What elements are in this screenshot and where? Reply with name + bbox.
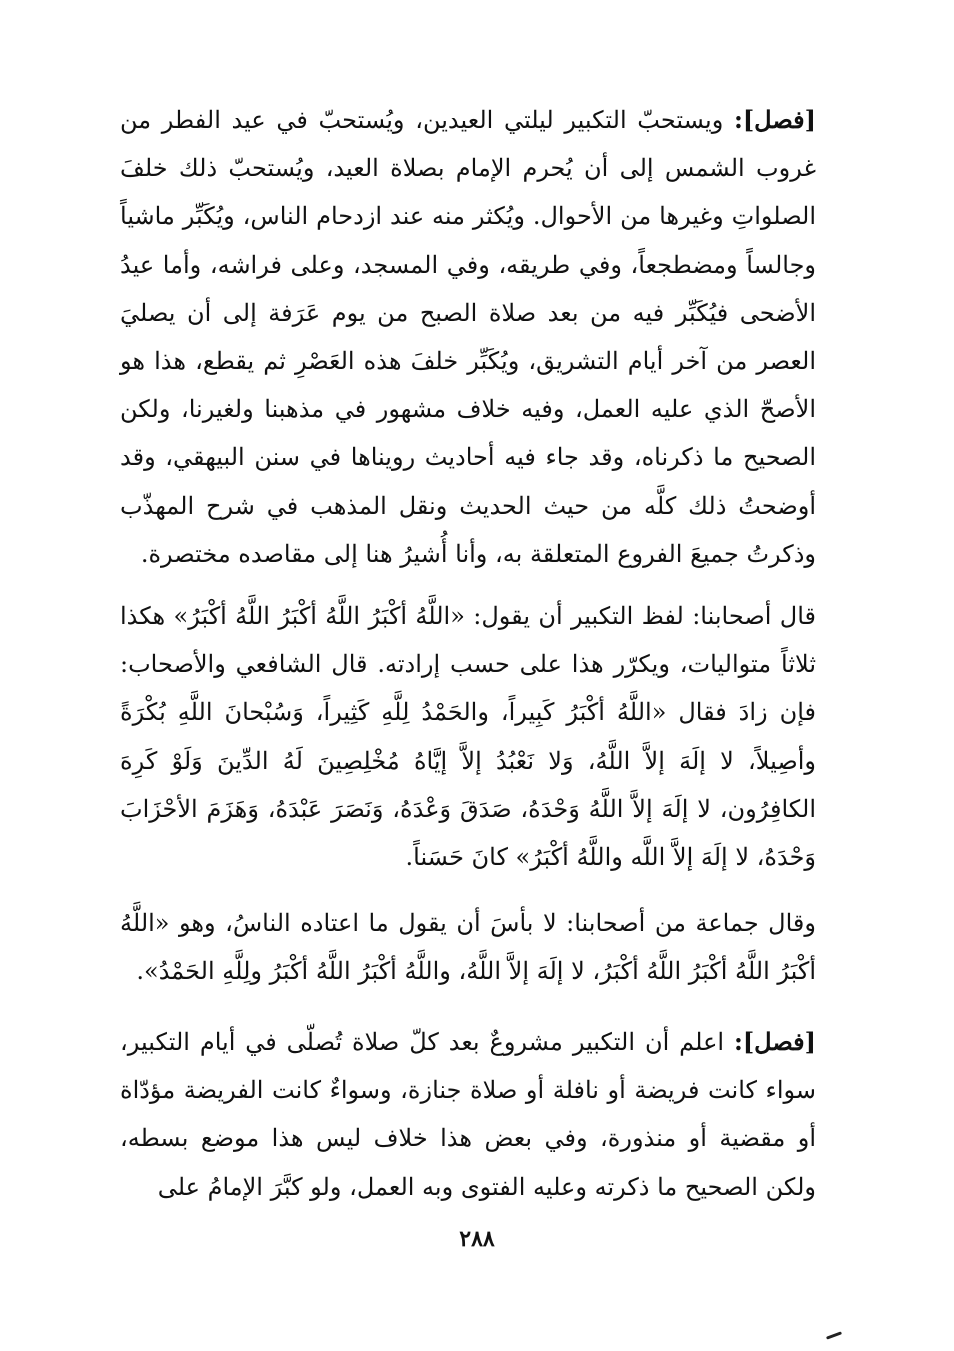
section-heading: [فصل]: (733, 105, 816, 134)
paragraph-1 (120, 96, 816, 578)
paragraph-2 (120, 592, 816, 881)
paragraph-3 (120, 899, 816, 995)
scan-mark (826, 1331, 842, 1339)
paragraph-text: اعلم أن التكبير مشروعٌ بعد كلّ صلاة تُصلّى في أيام التكبير، سواء كانت فريضة أو نافلة أو صلاة جنازة، وسواءٌ كانت الفريضة مؤدّاة أو مقضية أو منذورة، وفي بعض هذا خلاف ليس هذا موضع بسطه، ولكن الصحيح ما ذكرته وعليه الفتوى وبه العمل، ولو كبَّرَ الإمامُ على (120, 1028, 816, 1201)
section-heading: [فصل]: (733, 1027, 816, 1056)
paragraph-text: ويستحبّ التكبير ليلتي العيدين، ويُستحبّ في عيد الفطر من غروب الشمس إلى أن يُحرم الإمام بصلاة العيد، ويُستحبّ ذلك خلفَ الصلواتِ وغيرها من الأحوال. ويُكثر منه عند ازدحام الناس، ويُكَبِّر ماشياً وجالساً ومضطجعاً، وفي طريقه، وفي المسجد، وعلى فراشه، وأما عيدُ الأضحى فيُكَبِّر فيه من بعد صلاة الصبح من يوم عَرَفة إلى أن يصليَ العصر من آخر أيام التشريق، ويُكَبِّر خلفَ هذه العَصْرِ ثم يقطع، هذا هو الأصحّ الذي عليه العمل، وفيه خلاف مشهور في مذهبنا ولغيرنا، ولكن الصحيح ما ذكرناه، وقد جاء فيه أحاديث رويناها في سنن البيهقي، وقد أوضحتُ ذلك كلَّه من حيث الحديث ونقل المذهب في شرح المهذّب وذكرتُ جميعَ الفروع المتعلقة به، وأنا أُشيرُ هنا إلى مقاصده مختصرة. (120, 106, 816, 568)
paragraph-text: وقال جماعة من أصحابنا: لا بأسَ أن يقول ما اعتاده الناسُ، وهو «اللَّهُ أكْبَرُ اللَّهُ أكْبَرُ اللَّهُ أكْبَرُ، لا إلَهَ إلاَّ اللَّهُ، واللَّهُ أكْبَرُ اللَّهُ أكْبَرُ ولِلَّهِ الحَمْدُ». (120, 909, 816, 986)
page-number: ٢٨٨ (459, 1226, 495, 1252)
paragraph-text: قال أصحابنا: لفظ التكبير أن يقول: «اللَّهُ أكْبَرُ اللَّهُ أكْبَرُ اللَّهُ أكْبَرُ» هكذا ثلاثاً متواليات، ويكرّر هذا على حسب إرادته. قال الشافعي والأصحاب: فإن زادَ فقال «اللَّهُ أكْبَرُ كَبِيراً، والحَمْدُ لِلَّهِ كَثِيراً، وَسُبْحانَ اللَّهِ بُكْرَةً وأصِيلاً، لا إلَهَ إلاَّ اللَّهُ، وَلا نَعْبُدُ إلاَّ إيَّاهُ مُخْلِصِينَ لَهُ الدِّينَ وَلَوْ كَرِهَ الكافِرُون، لا إلَهَ إلاَّ اللَّهُ وَحْدَهُ، صَدَقَ وَعْدَهُ، وَنَصَرَ عَبْدَهُ، وَهَزَمَ الأحْزَابَ وَحْدَهُ، لا إلَهَ إلاَّ اللَّه واللَّهُ أكْبَرُ» كانَ حَسَناً. (120, 602, 816, 872)
paragraph-4 (120, 1018, 816, 1211)
